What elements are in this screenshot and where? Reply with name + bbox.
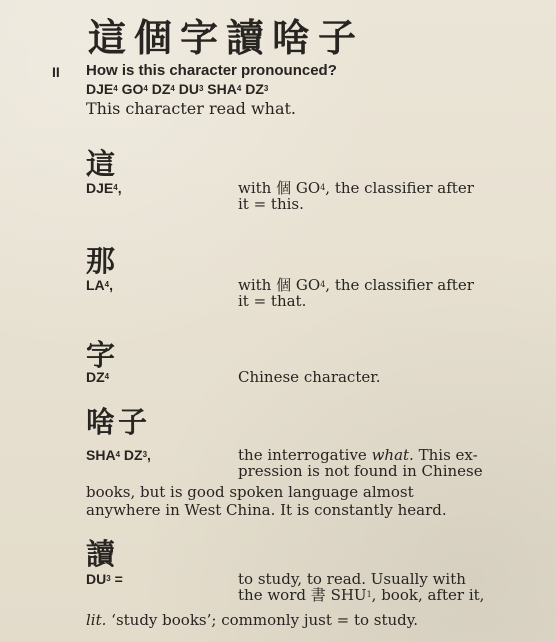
roman-part: DZ <box>151 81 171 97</box>
entry-romanization <box>86 181 122 196</box>
entry-full-width-text <box>86 612 542 630</box>
page-title: 這個字讀啥子 <box>88 15 365 60</box>
definition-line <box>238 587 538 603</box>
roman-text: DZ <box>86 369 105 385</box>
classifier-character: 個 <box>276 179 292 197</box>
entry-character: 那 <box>86 244 119 278</box>
tone-mark: 4 <box>115 450 121 460</box>
full-width-line: books, but is good spoken language almost <box>86 483 414 501</box>
lesson-romanization <box>86 82 268 97</box>
tone-mark: 4 <box>113 183 118 193</box>
classifier-romanization: GO <box>295 276 321 294</box>
definition-line: to study, to read. Usually with <box>238 570 466 588</box>
literal-translation: This character read what. <box>86 99 297 118</box>
roman-suffix: = <box>110 571 123 587</box>
definition-line <box>238 180 538 196</box>
lesson-number: II <box>52 64 60 80</box>
tone-mark: 3 <box>263 84 269 94</box>
tone-mark: 3 <box>106 574 111 584</box>
tone-mark: 3 <box>198 84 204 94</box>
roman-text: LA <box>86 277 105 293</box>
definition-text: , the classifier after <box>325 276 474 294</box>
roman-text: DZ <box>123 447 143 463</box>
roman-text: DU <box>86 571 107 587</box>
italic-term: lit. <box>86 611 107 629</box>
italic-term: what. <box>371 446 414 464</box>
entry-character: 這 <box>86 147 119 181</box>
word-character: 書 <box>310 586 326 605</box>
entry-definition <box>238 180 538 212</box>
tone-mark: 4 <box>143 84 148 94</box>
word-romanization: SHU <box>330 586 367 605</box>
full-width-line: anywhere in West China. It is constantly heard. <box>86 500 447 519</box>
tone-mark: 4 <box>170 84 175 94</box>
definition-text: the interrogative <box>238 446 367 464</box>
entry-romanization <box>86 572 123 587</box>
definition-text: with <box>238 179 272 197</box>
roman-suffix: , <box>109 277 114 293</box>
definition-line <box>238 447 538 463</box>
definition-line: it = that. <box>238 292 307 311</box>
roman-text: SHA <box>86 447 116 463</box>
tone-mark: 4 <box>104 280 110 290</box>
lesson-question: How is this character pronounced? <box>86 62 337 79</box>
roman-suffix: , <box>117 180 122 196</box>
tone-mark: 4 <box>113 84 118 94</box>
roman-part: DU <box>178 81 199 97</box>
definition-text: the word <box>238 586 306 605</box>
tone-mark: 4 <box>320 280 326 290</box>
roman-part: DZ <box>245 81 264 97</box>
entry-definition <box>238 571 538 603</box>
entry-romanization <box>86 448 151 463</box>
definition-text: , the classifier after <box>325 179 474 197</box>
tone-mark: 1 <box>366 590 372 600</box>
entry-definition <box>238 447 538 479</box>
definition-text: This ex- <box>418 446 478 464</box>
entry-definition <box>238 277 538 309</box>
entry-character: 字 <box>86 338 119 372</box>
definition-text: , book, after it, <box>371 586 485 605</box>
entry-character: 讀 <box>86 537 119 571</box>
tone-mark: 4 <box>320 183 326 193</box>
entry-character: 啥子 <box>86 405 151 439</box>
classifier-character: 個 <box>276 276 292 294</box>
roman-part: DJE <box>86 81 114 97</box>
tone-mark: 3 <box>142 450 148 460</box>
tone-mark: 4 <box>104 372 110 382</box>
entry-full-width-text <box>86 484 542 519</box>
tone-mark: 4 <box>236 84 242 94</box>
definition-text: ‘study books’; commonly just = to study. <box>111 611 419 629</box>
definition-line: Chinese character. <box>238 368 381 386</box>
entry-definition <box>238 369 538 385</box>
roman-suffix: , <box>147 447 151 463</box>
roman-text: DJE <box>86 180 114 196</box>
definition-line: pression is not found in Chinese <box>238 462 483 481</box>
definition-line <box>238 277 538 293</box>
entry-romanization <box>86 278 113 293</box>
full-width-line <box>86 612 542 630</box>
entry-romanization <box>86 370 109 385</box>
classifier-romanization: GO <box>295 179 321 197</box>
definition-text: with <box>238 276 272 294</box>
definition-line: it = this. <box>238 195 304 214</box>
roman-part: SHA <box>207 81 237 97</box>
roman-part: GO <box>121 81 144 97</box>
